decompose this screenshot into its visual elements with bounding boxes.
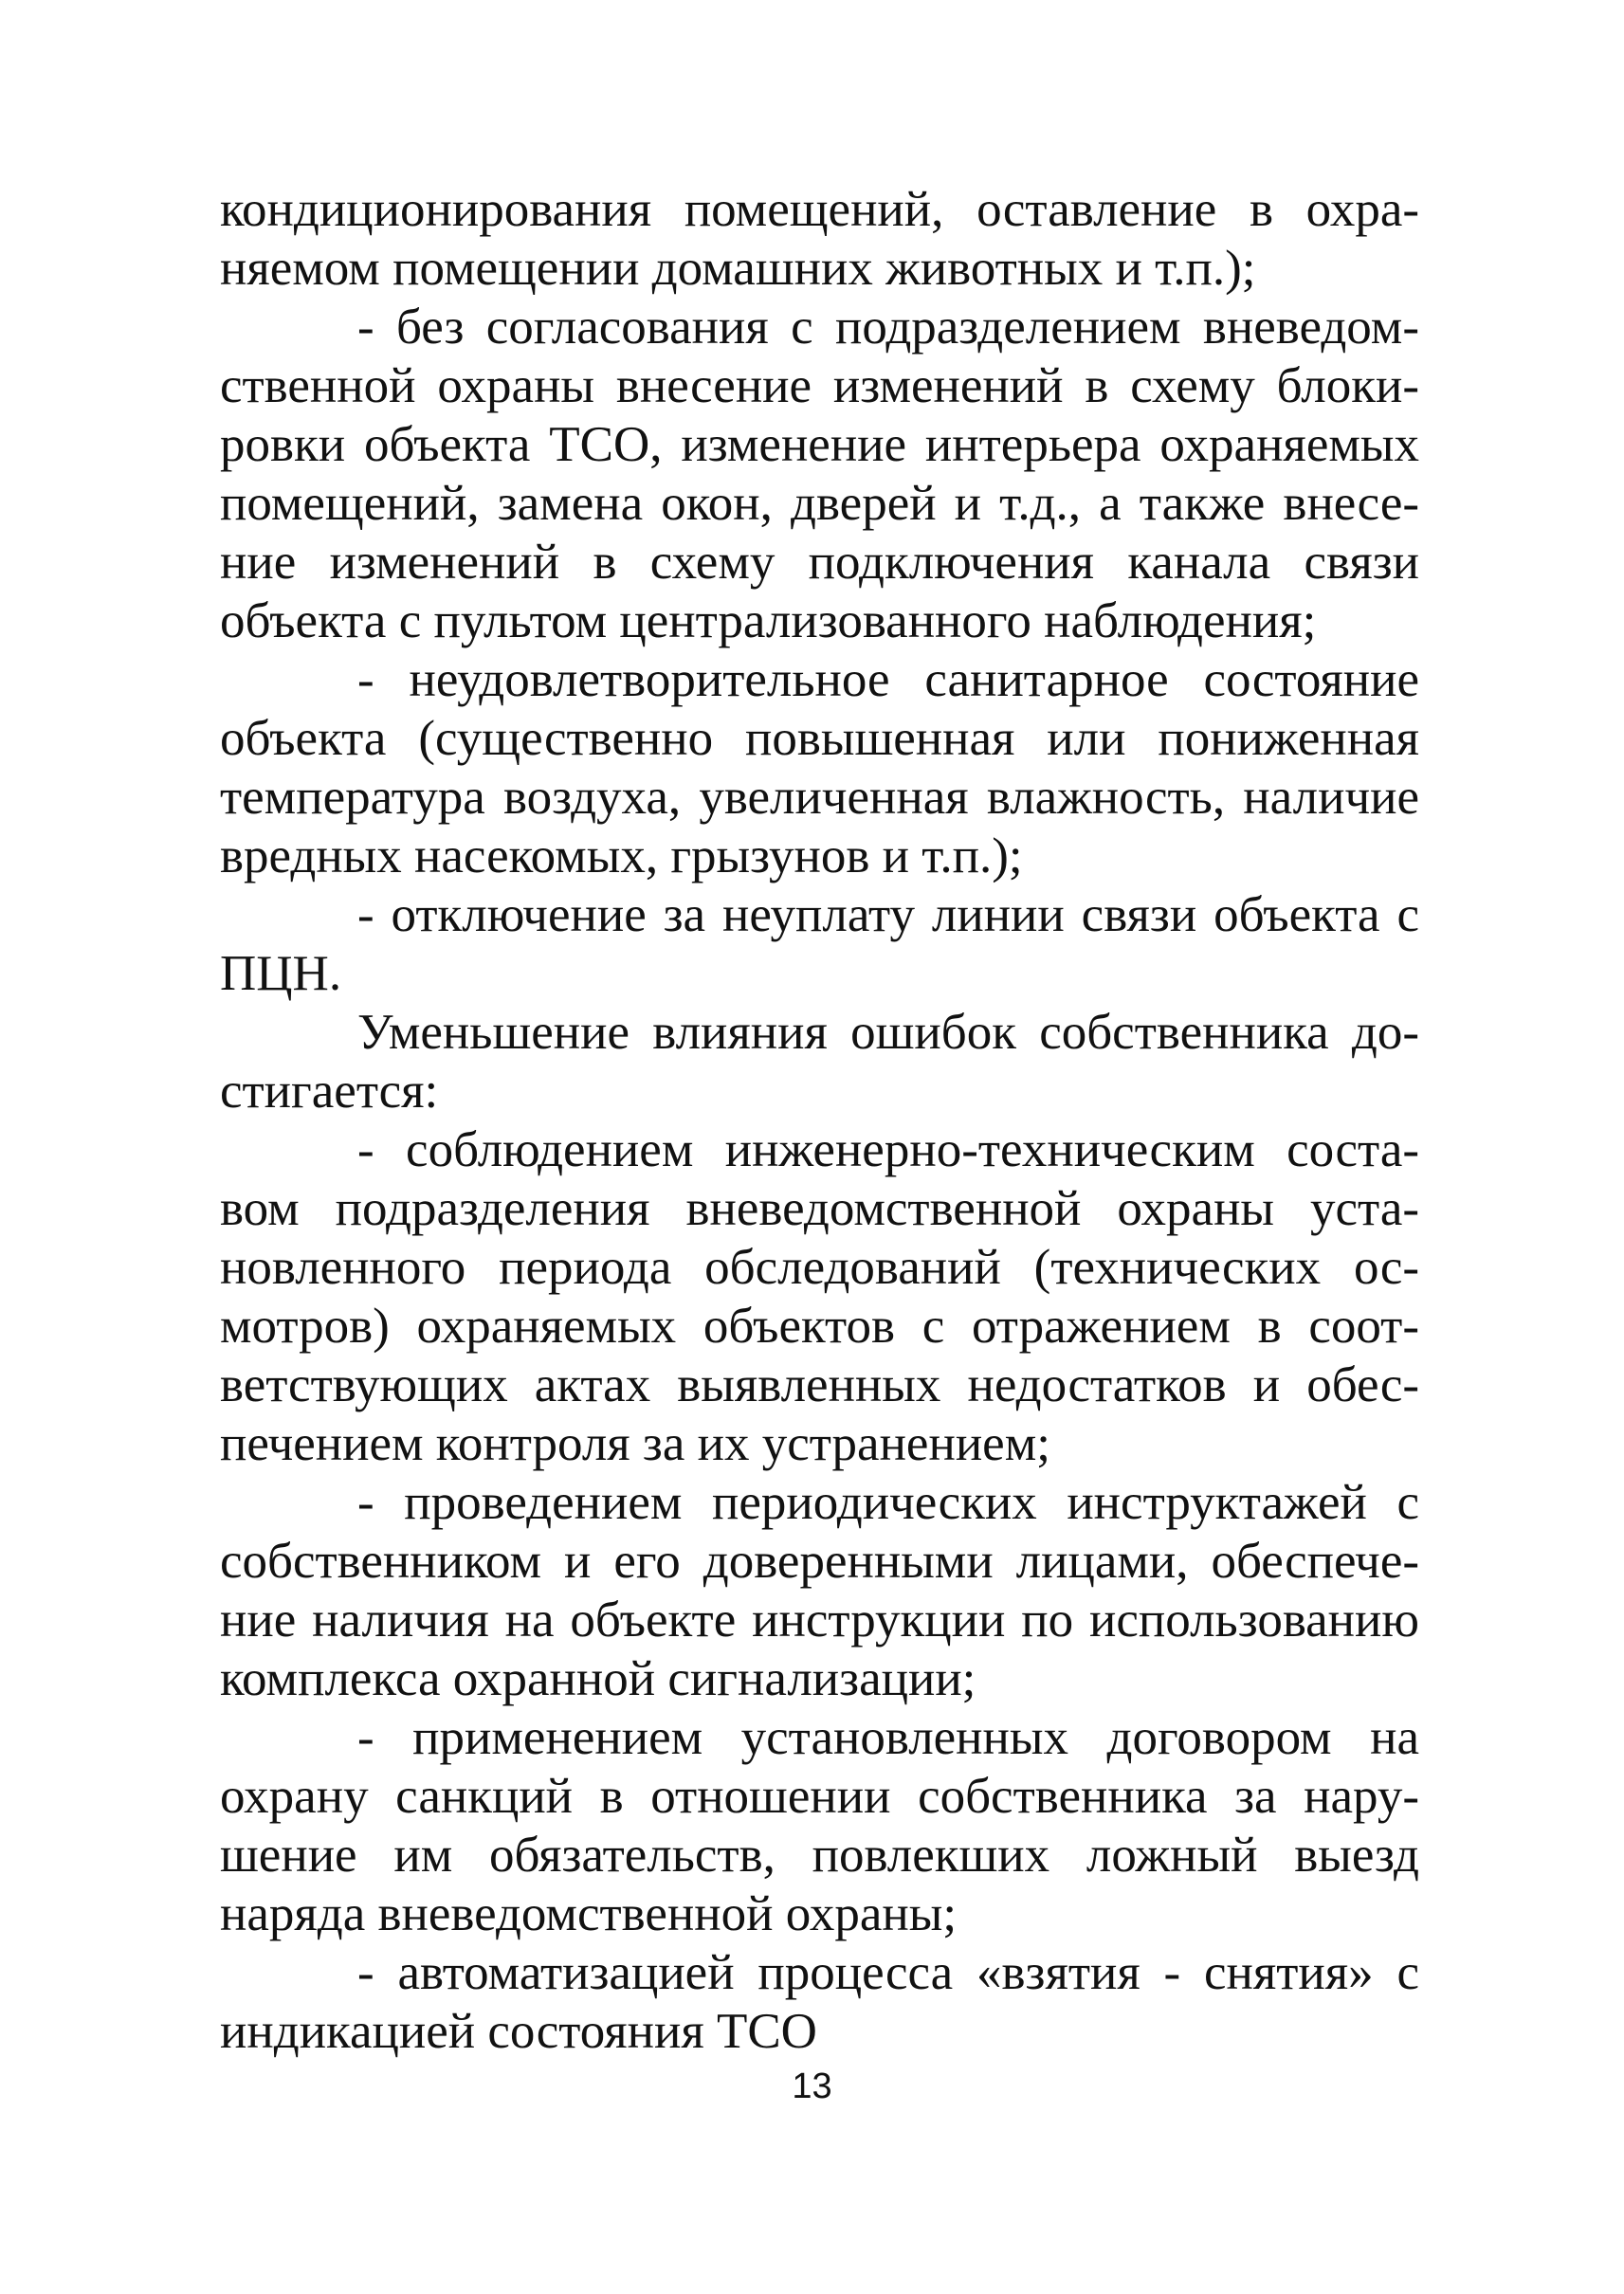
paragraph-p6	[220, 1473, 1419, 1708]
paragraph-p2	[220, 650, 1419, 885]
document-body	[220, 180, 1419, 2061]
text-line: - отключение за неуплату линии связи объекта с	[357, 887, 1419, 942]
text-line: помещений, замена окон, дверей и т.д., а также внесе-	[220, 476, 1419, 531]
text-line: объекта (существенно повышенная или пониженная	[220, 711, 1419, 766]
text-line: мотров) охраняемых объектов с отражением в соот-	[220, 1299, 1419, 1354]
paragraph-p7	[220, 1708, 1419, 1943]
text-line: объекта с пультом централизованного наблюдения;	[220, 593, 1317, 648]
text-line: температура воздуха, увеличенная влажность, наличие	[220, 770, 1419, 825]
page-number: 13	[792, 2066, 832, 2106]
text-line: вредных насекомых, грызунов и т.п.);	[220, 828, 1023, 883]
text-line: индикацией состояния ТСО	[220, 2004, 817, 2059]
paragraph-p8	[220, 1943, 1419, 2061]
text-line: ние наличия на объекте инструкции по использованию	[220, 1593, 1419, 1648]
text-line: - без согласования с подразделением вневедом-	[357, 300, 1419, 355]
text-line: ПЦН.	[220, 946, 342, 1001]
text-line: вом подразделения вневедомственной охраны уста-	[220, 1181, 1419, 1236]
text-line: кондиционирования помещений, оставление в охра-	[220, 182, 1419, 237]
text-line: Уменьшение влияния ошибок собственника до-	[357, 1005, 1419, 1060]
paragraph-p1	[220, 298, 1419, 650]
text-line: собственником и его доверенными лицами, обеспече-	[220, 1534, 1419, 1589]
text-line: новленного периода обследований (технических ос-	[220, 1240, 1419, 1295]
paragraph-p5	[220, 1120, 1419, 1473]
text-line: - неудовлетворительное санитарное состояние	[357, 652, 1419, 707]
text-line: комплекса охранной сигнализации;	[220, 1651, 976, 1706]
text-line: няемом помещении домашних животных и т.п.);	[220, 241, 1256, 296]
text-line: - автоматизацией процесса «взятия - снятия» с	[357, 1945, 1419, 2000]
text-line: - проведением периодических инструктажей с	[357, 1475, 1419, 1530]
text-line: шение им обязательств, повлекших ложный выезд	[220, 1828, 1419, 1883]
text-line: печением контроля за их устранением;	[220, 1416, 1050, 1471]
text-line: - соблюдением инженерно-техническим соста-	[357, 1122, 1419, 1177]
text-line: охрану санкций в отношении собственника за нару-	[220, 1769, 1419, 1824]
text-line: стигается:	[220, 1064, 439, 1119]
paragraph-p0	[220, 180, 1419, 298]
text-line: ние изменений в схему подключения канала связи	[220, 535, 1419, 590]
text-line: ветствующих актах выявленных недостатков и обес-	[220, 1357, 1419, 1412]
text-line: ровки объекта ТСО, изменение интерьера охраняемых	[220, 417, 1419, 472]
text-line: ственной охраны внесение изменений в схему блоки-	[220, 358, 1419, 413]
text-line: наряда вневедомственной охраны;	[220, 1886, 958, 1941]
paragraph-p3	[220, 885, 1419, 1003]
paragraph-p4	[220, 1003, 1419, 1120]
text-line: - применением установленных договором на	[357, 1710, 1419, 1765]
